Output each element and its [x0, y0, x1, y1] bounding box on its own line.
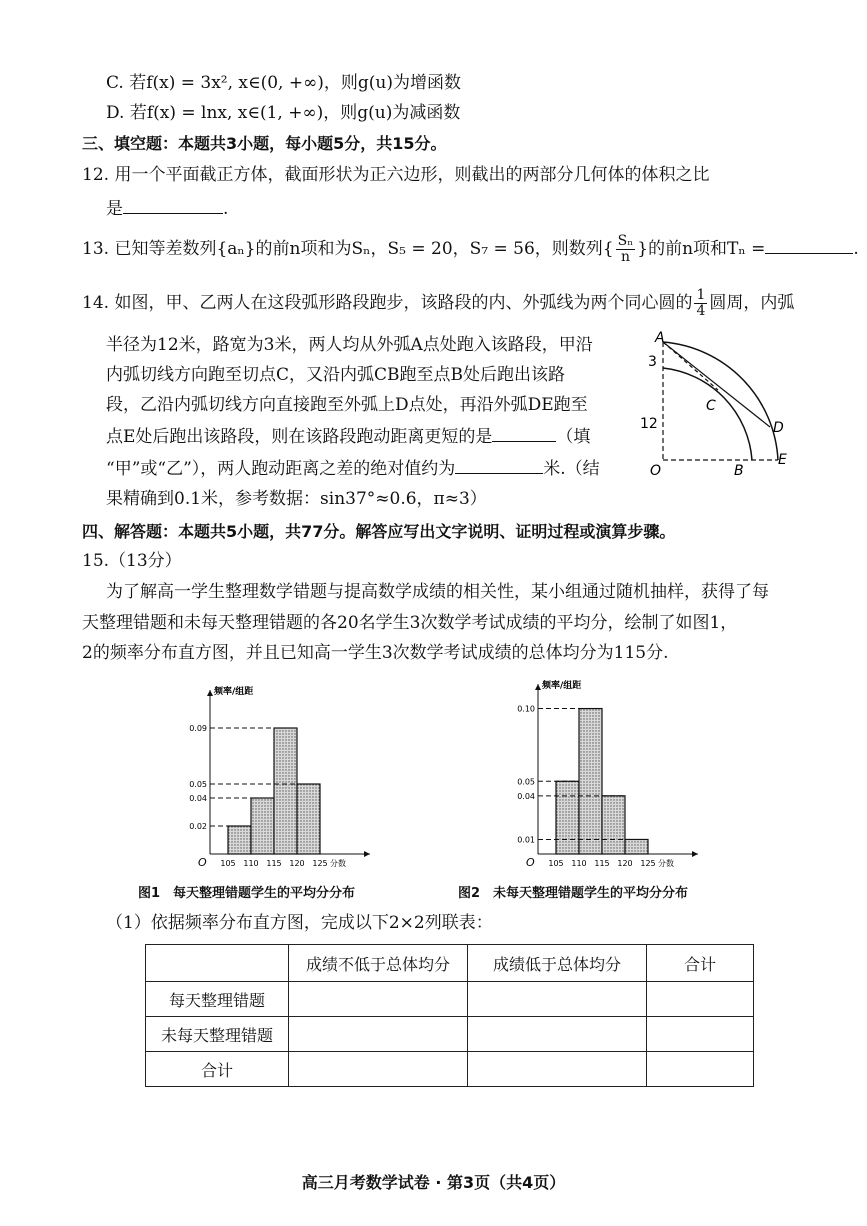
x-tick-label: 125	[640, 859, 656, 868]
table-row-label: 每天整理错题	[146, 982, 289, 1017]
x-tick-label: 110	[571, 859, 587, 868]
table-input-cell[interactable]	[468, 1017, 647, 1052]
question-15-text3: 2的频率分布直方图，并且已知高一学生3次数学考试成绩的总体均分为115分.	[82, 643, 669, 663]
question-12-line1: 12. 用一个平面截正方体，截面形状为正六边形，则截出的两部分几何体的体积之比	[82, 165, 710, 185]
x-tick-label: 105	[220, 859, 236, 868]
question-15-text1: 为了解高一学生整理数学错题与提高数学成绩的相关性，某小组通过随机抽样，获得了每	[106, 582, 769, 602]
table-input-cell[interactable]	[647, 1052, 754, 1087]
q12-period: .	[223, 199, 229, 219]
y-tick-label: 0.04	[189, 794, 207, 803]
q14-fraction	[694, 288, 707, 319]
q14-text3: 点E处后跑出该路段，则在该路段跑动距离更短的是	[106, 427, 493, 447]
q13-frac-num: Sₙ	[617, 233, 634, 249]
label-B: B	[734, 463, 744, 479]
y-axis-arrow	[207, 690, 213, 696]
y-tick-label: 0.04	[517, 791, 535, 801]
y-tick-label: 0.05	[517, 777, 535, 787]
inner-arc	[663, 368, 752, 460]
label-O: O	[650, 463, 662, 479]
histogram-figure-2	[508, 676, 708, 872]
x-tick-label: 110	[243, 859, 259, 868]
question-14-line1	[82, 288, 794, 319]
q13-answer-blank[interactable]	[765, 237, 853, 254]
q14-answer-blank-2[interactable]	[455, 457, 543, 474]
table-row	[146, 982, 754, 1017]
q14-text2: 圆周，内弧	[709, 293, 795, 313]
y-tick-label: 0.01	[517, 835, 535, 845]
option-d: D. 若f(x) = lnx, x∈(1, +∞)，则g(u)为减函数	[106, 103, 461, 123]
histogram-bar	[625, 839, 648, 854]
table-row-label: 未每天整理错题	[146, 1017, 289, 1052]
table-input-cell[interactable]	[647, 982, 754, 1017]
q13-period: .	[853, 239, 859, 259]
table-input-cell[interactable]	[468, 1052, 647, 1087]
table-row	[146, 1017, 754, 1052]
y-axis-arrow	[535, 684, 541, 690]
table-header-cell: 成绩低于总体均分	[468, 945, 647, 982]
q13-fraction	[616, 234, 636, 265]
table-header-cell: 合计	[647, 945, 754, 982]
table-input-cell[interactable]	[647, 1017, 754, 1052]
x-tick-label: 120	[617, 859, 633, 868]
table-row-label: 合计	[146, 1052, 289, 1087]
histogram-bar	[228, 826, 251, 854]
q13-text: 13. 已知等差数列{aₙ}的前n项和为Sₙ，S₅ = 20，S₇ = 56，则数列{	[82, 239, 614, 259]
figure-2-caption: 图2 未每天整理错题学生的平均分分布	[458, 886, 689, 901]
x-tick-label: 115	[594, 859, 610, 868]
y-axis-label: 频率/组距	[542, 681, 582, 691]
q14-frac-den: 4	[696, 303, 706, 319]
x-axis-label: 分数	[658, 859, 674, 868]
histogram-bar	[556, 781, 579, 854]
q13-frac-den: n	[620, 249, 630, 265]
table-header-cell: 成绩不低于总体均分	[289, 945, 468, 982]
x-axis-arrow	[364, 851, 370, 857]
contingency-table	[145, 944, 754, 1087]
label-A: A	[655, 330, 665, 346]
histogram-figure-1	[180, 682, 380, 872]
x-axis-label: 分数	[330, 859, 346, 868]
q12-text: 是	[106, 199, 123, 219]
origin-label: O	[526, 856, 535, 869]
question-13	[82, 234, 859, 265]
label-w: 3	[648, 354, 657, 370]
question-14-line7: 果精确到0.1米，参考数据：sin37°≈0.6，π≈3）	[106, 489, 487, 509]
q14-text6: 米.（结	[543, 459, 600, 479]
y-tick-label: 0.09	[189, 724, 207, 733]
table-row	[146, 1052, 754, 1087]
histogram-bar	[251, 798, 274, 854]
question-14-line3: 内弧切线方向跑至切点C，又沿内弧CB跑至点B处后跑出该路	[106, 365, 565, 385]
table-header-row	[146, 945, 754, 982]
q14-text4: （填	[556, 427, 591, 447]
x-axis-arrow	[692, 851, 698, 857]
label-E: E	[778, 452, 787, 468]
q13-text2: }的前n项和Tₙ =	[637, 239, 766, 259]
y-tick-label: 0.02	[189, 822, 207, 831]
question-14-line2: 半径为12米，路宽为3米，两人均从外弧A点处跑入该路段，甲沿	[106, 335, 593, 355]
outer-arc	[663, 342, 778, 460]
table-input-cell[interactable]	[468, 982, 647, 1017]
table-input-cell[interactable]	[289, 1052, 468, 1087]
histogram-bar	[274, 728, 297, 854]
q12-answer-blank[interactable]	[123, 197, 223, 214]
figure-1-caption: 图1 每天整理错题学生的平均分分布	[138, 886, 356, 901]
question-15-part1: （1）依据频率分布直方图，完成以下2×2列联表：	[106, 913, 493, 933]
question-12-line2	[106, 197, 228, 220]
q14-frac-num: 1	[696, 287, 706, 303]
table-corner-cell	[146, 945, 289, 982]
x-tick-label: 115	[266, 859, 282, 868]
section-4-heading: 四、解答题：本题共5小题，共77分。解答应写出文字说明、证明过程或演算步骤。	[82, 522, 676, 541]
q14-figure	[640, 330, 800, 480]
x-tick-label: 125	[312, 859, 328, 868]
label-C: C	[706, 398, 716, 414]
label-r: 12	[640, 416, 658, 432]
origin-label: O	[198, 856, 207, 869]
label-D: D	[773, 420, 784, 436]
table-input-cell[interactable]	[289, 1017, 468, 1052]
q14-text5: “甲”或“乙”），两人跑动距离之差的绝对值约为	[106, 459, 456, 479]
question-14-line4: 段，乙沿内弧切线方向直接跑至外弧上D点处，再沿外弧DE跑至	[106, 395, 588, 415]
table-input-cell[interactable]	[289, 982, 468, 1017]
x-tick-label: 120	[289, 859, 305, 868]
section-3-heading: 三、填空题：本题共3小题，每小题5分，共15分。	[82, 134, 447, 153]
option-c: C. 若f(x) = 3x², x∈(0, +∞)，则g(u)为增函数	[106, 73, 461, 93]
q14-answer-blank-1[interactable]	[492, 425, 556, 442]
histogram-bar	[602, 796, 625, 854]
q14-text: 14. 如图，甲、乙两人在这段弧形路段跑步，该路段的内、外弧线为两个同心圆的	[82, 293, 693, 313]
histogram-bar	[297, 784, 320, 854]
x-tick-label: 105	[548, 859, 564, 868]
question-14-line5	[106, 425, 590, 448]
histogram-bar	[579, 709, 602, 854]
question-15-text2: 天整理错题和未每天整理错题的各20名学生3次数学考试成绩的平均分，绘制了如图1，	[82, 613, 738, 633]
y-tick-label: 0.10	[517, 704, 535, 714]
question-14-line6	[106, 457, 600, 480]
page-footer: 高三月考数学试卷 · 第3页（共4页）	[301, 1173, 566, 1192]
y-tick-label: 0.05	[189, 780, 207, 789]
y-axis-label: 频率/组距	[214, 687, 254, 697]
path-yi	[663, 342, 770, 427]
question-15-heading: 15.（13分）	[82, 551, 182, 571]
